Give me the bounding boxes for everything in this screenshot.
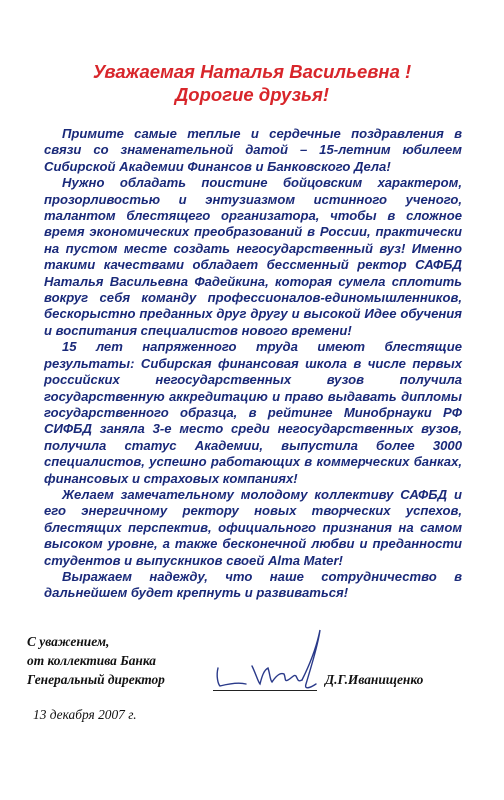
handwritten-signature <box>212 624 332 694</box>
paragraph-congratulations: Примите самые теплые и сердечные поздравления в связи со знаменательной датой – 15-летним юбилеем Сибирской Академии Финансов и Банковского Дела! <box>44 126 462 174</box>
paragraph-wishes: Желаем замечательному молодому коллективу САФБД и его энергичному ректору новых творческих успехов, блестящих перспектив, официального признания на самом высоком уровне, а также бесконечной любви и преданности студентов и выпускников своей Alma Mater! <box>44 486 462 568</box>
closing-regards: С уважением, <box>27 634 110 649</box>
paragraph-rector-qualities: Нужно обладать поистине бойцовским характером, прозорливостью и энтузиазмом истинного ученого, талантом блестящего организатора, чтобы в сложное время экономических преобразований в России, практически на пустом месте создать негосударственный вуз! Именно такими качествами обладает бессменный ректор САФБД Наталья Васильевна Фадейкина, которая сумела сплотить вокруг себя команду профессионалов-единомышленников, бескорыстно преданных друг другу и высокой Идее обучения и воспитания специалистов нового времени! <box>44 175 462 338</box>
paragraph-achievements: 15 лет напряженного труда имеют блестящие результаты: Сибирская финансовая школа в числе первых российских негосударственных вузов получила государственную аккредитацию и право выдавать дипломы государственного образца, в рейтинге Минобрнауки РФ СИФБД заняла 3-е место среди негосударственных вузов, получила статус Академии, выпустила более 3000 специалистов, успешно работающих в коммерческих банках, финансовых и страховых компаниях! <box>44 339 462 486</box>
letter-date: 13 декабря 2007 г. <box>33 707 137 722</box>
greeting-subheading: Дорогие друзья! <box>174 84 330 105</box>
closing-title: Генеральный директор <box>27 672 165 687</box>
paragraph-hope: Выражаем надежду, что наше сотрудничество в дальнейшем будет крепнуть и развиваться! <box>44 568 462 601</box>
greeting-heading: Уважаемая Наталья Васильевна ! <box>92 61 412 82</box>
closing-from-bank: от коллектива Банка <box>27 653 156 668</box>
letter-body <box>44 126 462 602</box>
signer-name: Д.Г.Иванищенко <box>325 672 424 687</box>
